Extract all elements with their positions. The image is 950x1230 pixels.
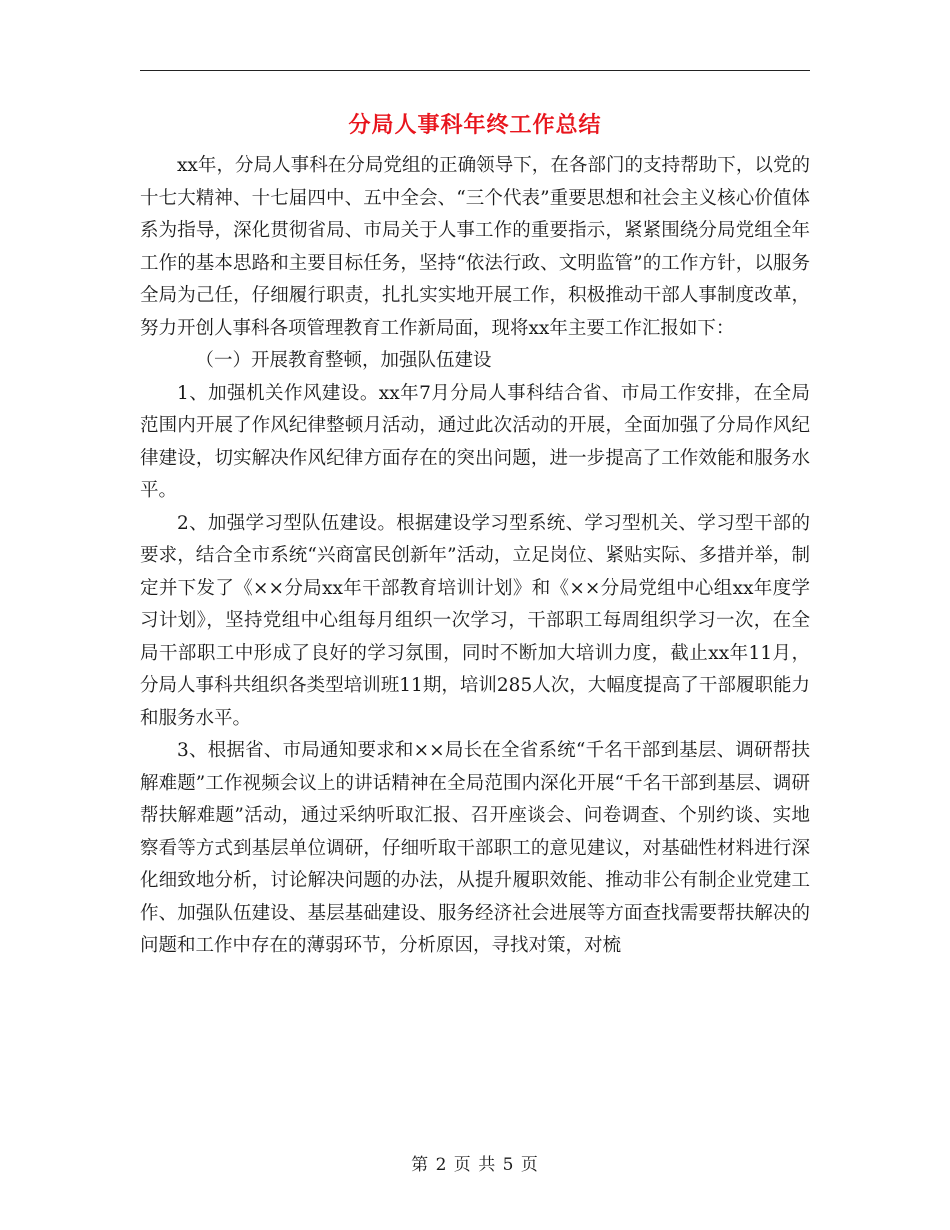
header-rule xyxy=(140,70,810,71)
paragraph-item-1: 1、加强机关作风建设。xx年7月分局人事科结合省、市局工作安排，在全局范围内开展了作风纪律整顿月活动，通过此次活动的开展，全面加强了分局作风纪律建设，切实解决作风纪律方面存在的突出问题，进一步提高了工作效能和服务水平。 xyxy=(140,382,810,501)
page-number: 第 2 页 共 5 页 xyxy=(411,1155,539,1175)
paragraph-item-2: 2、加强学习型队伍建设。根据建设学习型系统、学习型机关、学习型干部的要求，结合全市系统“兴商富民创新年”活动，立足岗位、紧贴实际、多措并举，制定并下发了《××分局xx年干部教育培训计划》和《××分局党组中心组xx年度学习计划》，坚持党组中心组每月组织一次学习，干部职工每周组织学习一次，在全局干部职工中形成了良好的学习氛围，同时不断加大培训力度，截止xx年11月，分局人事科共组织各类型培训班11期，培训285人次，大幅度提高了干部履职能力和服务水平。 xyxy=(140,512,810,729)
document-title: 分局人事科年终工作总结 xyxy=(348,112,602,138)
paragraph-intro: xx年，分局人事科在分局党组的正确领导下，在各部门的支持帮助下，以党的十七大精神、十七届四中、五中全会、“三个代表”重要思想和社会主义核心价值体系为指导，深化贯彻省局、市局关于人事工作的重要指示，紧紧围绕分局党组全年工作的基本思路和主要目标任务，坚持“依法行政、文明监管”的工作方针，以服务全局为己任，仔细履行职责，扎扎实实地开展工作，积极推动干部人事制度改革，努力开创人事科各项管理教育工作新局面，现将xx年主要工作汇报如下： xyxy=(140,155,810,339)
paragraph-item-3: 3、根据省、市局通知要求和××局长在全省系统“千名干部到基层、调研帮扶解难题”工作视频会议上的讲话精神在全局范围内深化开展“千名干部到基层、调研帮扶解难题”活动，通过采纳听取汇报、召开座谈会、问卷调查、个别约谈、实地察看等方式到基层单位调研，仔细听取干部职工的意见建议，对基础性材料进行深化细致地分析，讨论解决问题的办法，从提升履职效能、推动非公有制企业党建工作、加强队伍建设、基层基础建设、服务经济社会进展等方面查找需要帮扶解决的问题和工作中存在的薄弱环节，分析原因，寻找对策，对梳 xyxy=(140,740,810,956)
document-body xyxy=(140,150,810,963)
section-heading-1: （一）开展教育整顿，加强队伍建设 xyxy=(195,350,492,371)
